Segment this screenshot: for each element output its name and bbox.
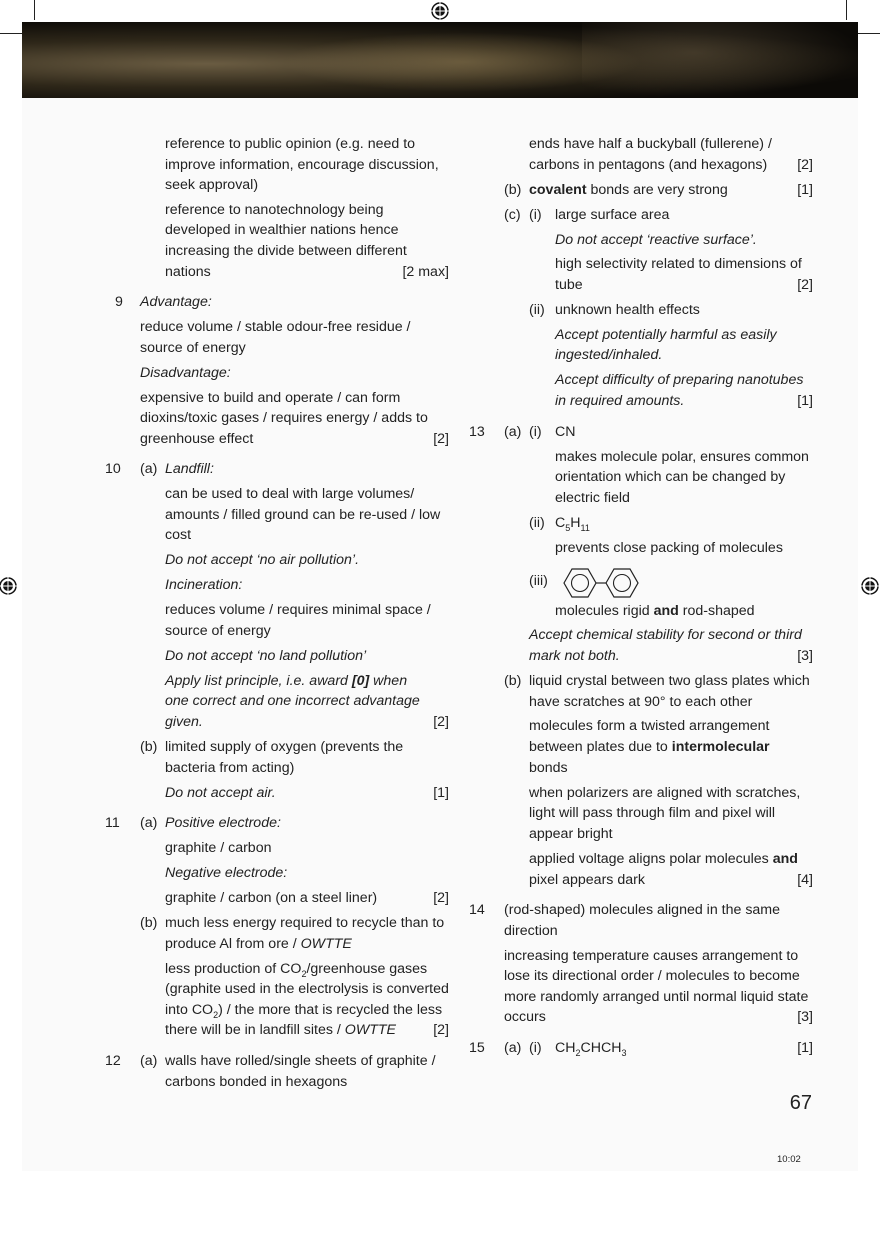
answer-line: reduces volume / requires minimal space / [165,602,431,618]
marks: [2] [433,1022,449,1038]
formula: $CH_2CHCH_3$ [555,1040,627,1058]
subpart-label: (i) [529,1040,542,1056]
marking-note: Do not accept ‘no land pollution’ [165,648,367,664]
answer-line: increasing the divide between different [165,243,407,259]
answer-line: applied voltage aligns polar molecules and [529,851,798,867]
answer-line: reference to nanotechnology being [165,202,384,218]
answer-line: tube [555,277,583,293]
answer-line: electric field [555,490,630,506]
part-label: (a) [504,424,522,440]
question-number: 10 [105,461,121,477]
answer-line: produce Al from ore / OWTTE [165,936,352,952]
crop-mark [858,33,880,34]
crop-mark [34,0,35,20]
answer-line: cost [165,527,192,543]
answer-line: source of energy [140,340,246,356]
answer-line: occurs [504,1009,546,1025]
print-time: 10:02 [777,1154,801,1165]
marks: [3] [797,1009,813,1025]
crop-mark [846,0,847,20]
marking-note: Do not accept air. [165,785,276,801]
subpart-label: (i) [529,207,542,223]
answer-line: amounts / filled ground can be re-used / low [165,507,441,523]
part-label: (a) [140,815,158,831]
answer-line: covalent bonds are very strong [529,182,728,198]
subpart-label: (i) [529,424,542,440]
question-number: 14 [469,902,485,918]
answer-line: light will pass through film and pixel will [529,805,776,821]
question-number: 11 [105,815,120,831]
marks: [2] [433,714,449,730]
answer-heading: Disadvantage: [140,365,231,381]
header-banner [22,22,858,98]
part-label: (a) [504,1040,522,1056]
answer-line: walls have rolled/single sheets of graphite / [165,1053,436,1069]
answer-line: pixel appears dark [529,872,645,888]
answer-line: reference to public opinion (e.g. need to [165,136,416,152]
answer-line: there will be in landfill sites / OWTTE [165,1022,397,1038]
answer-line: have scratches at 90° to each other [529,694,753,710]
answer-line: appear bright [529,826,613,842]
part-label: (b) [140,739,158,755]
question-number: 12 [105,1053,121,1069]
answer-line: carbons in pentagons (and hexagons) [529,157,768,173]
marks: [1] [797,182,813,198]
answer-line: dioxins/toxic gases / requires energy / adds to [140,410,428,426]
answer-line: graphite / carbon (on a steel liner) [165,890,378,906]
marking-note: Do not accept ‘no air pollution’. [165,552,360,568]
answer-line: improve information, encourage discussion, [165,157,439,173]
page-number: 67 [789,1092,812,1114]
answer-line: increasing temperature causes arrangement to [504,948,799,964]
answer-line: less production of $CO_2$/greenhouse gases [165,961,428,979]
answer-heading: Negative electrode: [165,865,288,881]
part-label: (a) [140,1053,158,1069]
marks: [3] [797,648,813,664]
answer-heading: Incineration: [165,577,243,593]
answer-line: (rod-shaped) molecules aligned in the same [504,902,781,918]
answer-line: developed in wealthier nations hence [165,222,399,238]
part-label: (c) [504,207,521,223]
answer-line: bacteria from acting) [165,760,295,776]
formula: $C_5H_{11}$ [555,515,590,533]
marks: [1] [797,393,813,409]
answer-line: when polarizers are aligned with scratches, [529,785,801,801]
marking-note: ingested/inhaled. [555,347,663,363]
answer-line: direction [504,923,558,939]
answer-line: seek approval) [165,177,259,193]
question-number: 15 [469,1040,485,1056]
answer-line: carbons bonded in hexagons [165,1074,348,1090]
answer-line: greenhouse effect [140,431,254,447]
part-label: (a) [140,461,158,477]
part-label: (b) [140,915,158,931]
answer-line: prevents close packing of molecules [555,540,783,556]
marks: [2] [433,890,449,906]
answer-line: orientation which can be changed by [555,469,786,485]
answer-line: more randomly arranged until normal liquid state [504,989,809,1005]
marking-note: Accept potentially harmful as easily [555,327,777,343]
marks: [1] [797,1040,813,1056]
registration-mark-icon [430,1,450,21]
answer-line: much less energy required to recycle than to [165,915,445,931]
answer-line: unknown health effects [555,302,700,318]
answer-heading: Landfill: [165,461,214,477]
answer-line: high selectivity related to dimensions of [555,256,802,272]
marking-note: Accept chemical stability for second or third [529,627,802,643]
answer-line: limited supply of oxygen (prevents the [165,739,404,755]
answer-line: can be used to deal with large volumes/ [165,486,415,502]
question-number: 9 [115,294,123,310]
marking-note: mark not both. [529,648,620,664]
marks: [2] [797,157,813,173]
marking-note: Do not accept ‘reactive surface’. [555,232,757,248]
marking-note: Accept difficulty of preparing nanotubes [555,372,804,388]
marking-note: given. [165,714,203,730]
marks: [2 max] [402,264,449,280]
answer-line: makes molecule polar, ensures common [555,449,809,465]
answer-heading: Advantage: [140,294,212,310]
answer-line: between plates due to intermolecular [529,739,770,755]
answer-line: reduce volume / stable odour-free residue / [140,319,411,335]
answer-line: liquid crystal between two glass plates which [529,673,810,689]
answer-line: CN [555,424,576,440]
question-number: 13 [469,424,485,440]
answer-line: large surface area [555,207,670,223]
registration-mark-icon [860,576,880,596]
part-label: (b) [504,182,522,198]
answer-heading: Positive electrode: [165,815,281,831]
answer-line: molecules rigid and rod-shaped [555,603,755,619]
answer-line: lose its directional order / molecules to become [504,968,800,984]
answer-line: (graphite used in the electrolysis is converted [165,981,449,997]
answer-line: ends have half a buckyball (fullerene) / [529,136,772,152]
marks: [1] [433,785,449,801]
answer-line: bonds [529,760,568,776]
marks: [4] [797,872,813,888]
answer-line: source of energy [165,623,271,639]
biphenyl-structure [556,564,646,602]
answer-line: molecules form a twisted arrangement [529,718,770,734]
subpart-label: (ii) [529,302,545,318]
part-label: (b) [504,673,522,689]
answer-line: into $CO_2$) / the more that is recycled the less [165,1002,443,1020]
registration-mark-icon [0,576,18,596]
subpart-label: (iii) [529,573,548,589]
marking-note: one correct and one incorrect advantage [165,693,420,709]
subpart-label: (ii) [529,515,545,531]
answer-line: graphite / carbon [165,840,272,856]
marking-note: Apply list principle, i.e. award [0] when [165,673,408,689]
marks: [2] [797,277,813,293]
answer-line: expensive to build and operate / can form [140,390,401,406]
marking-note: in required amounts. [555,393,685,409]
marks: [2] [433,431,449,447]
answer-line: nations [165,264,211,280]
crop-mark [0,33,22,34]
